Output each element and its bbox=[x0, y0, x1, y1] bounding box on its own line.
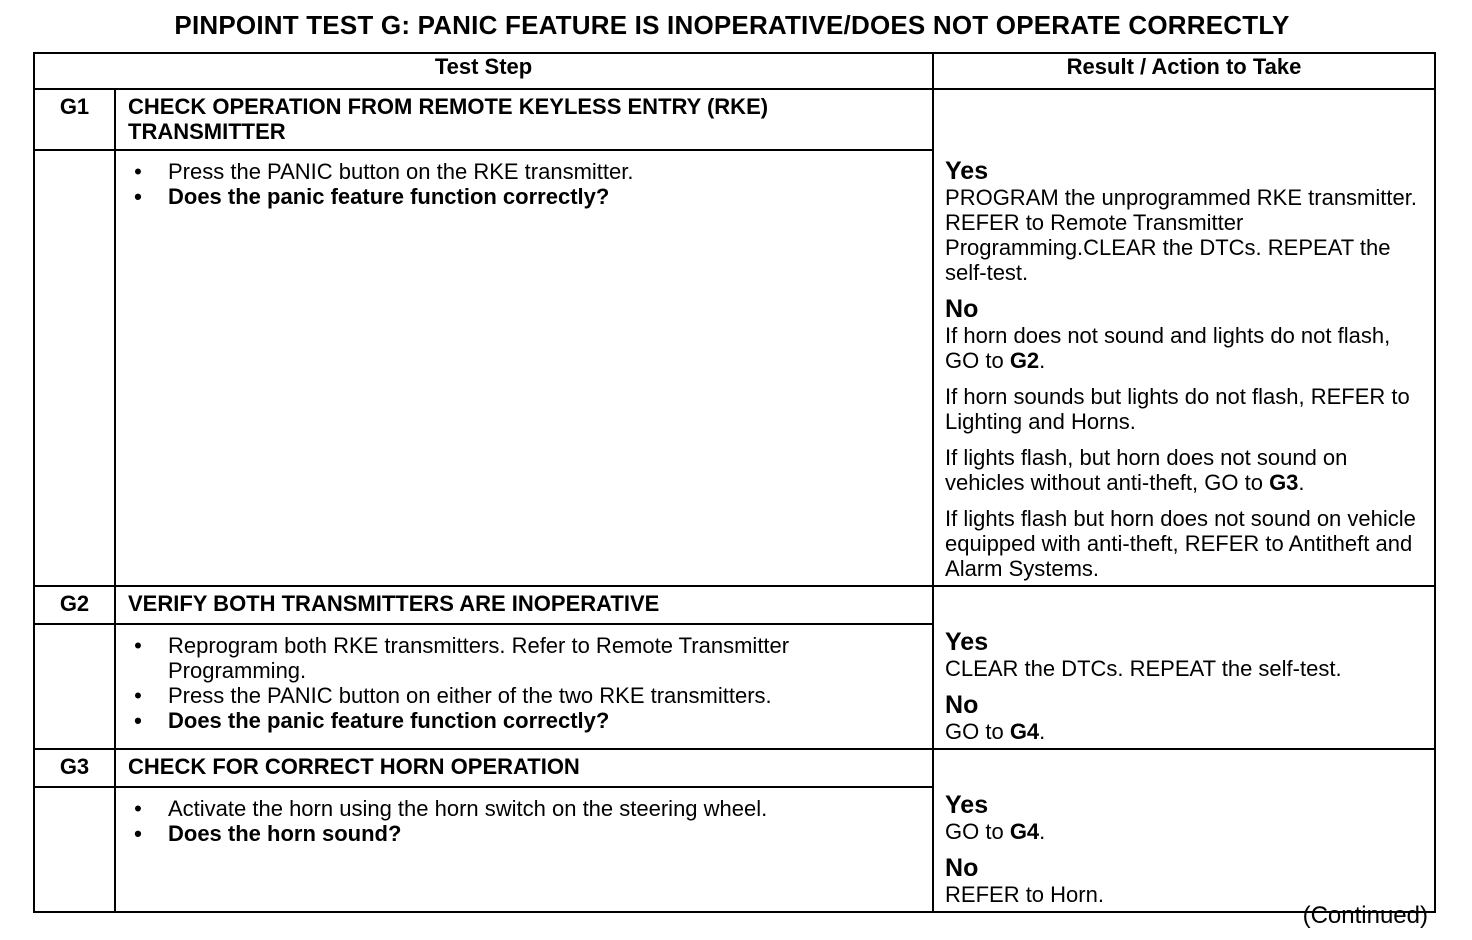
yes-label: Yes bbox=[945, 628, 989, 656]
yes-action-g2: CLEAR the DTCs. REPEAT the self-test. bbox=[945, 656, 1342, 681]
step-g3-actions bbox=[115, 787, 933, 912]
list-item: • Press the PANIC button on the RKE transmitter. bbox=[134, 158, 634, 184]
yes-label: Yes bbox=[945, 157, 989, 185]
list-item: • Does the horn sound? bbox=[134, 820, 402, 846]
yes-action-g1: PROGRAM the unprogrammed RKE transmitter. REFER to Remote Transmitter Programming.CLEAR the DTCs. REPEAT the self-test. bbox=[945, 185, 1417, 285]
header-test-step: Test Step bbox=[34, 53, 933, 89]
list-item: • Reprogram both RKE transmitters. Refer to Remote Transmitter Programming. bbox=[134, 632, 790, 683]
list-item: • Does the panic feature function correctly? bbox=[134, 707, 610, 733]
no-label: No bbox=[945, 854, 979, 882]
step-g3-title-row bbox=[34, 749, 1435, 787]
no-label: No bbox=[945, 295, 979, 323]
no-action-g3: REFER to Horn. bbox=[945, 882, 1104, 907]
page-title: PINPOINT TEST G: PANIC FEATURE IS INOPERATIVE/DOES NOT OPERATE CORRECTLY bbox=[174, 10, 1290, 40]
list-item: • Does the panic feature function correctly? bbox=[134, 183, 610, 209]
step-g1-blank-cell bbox=[34, 150, 115, 586]
step-g2-title-row bbox=[34, 586, 1435, 624]
no-action-g2: GO to G4. bbox=[945, 719, 1046, 744]
no-action-g1-4: If lights flash but horn does not sound on vehicle equipped with anti-theft, REFER to Antitheft and Alarm Systems. bbox=[945, 506, 1416, 581]
result-g2 bbox=[933, 586, 1435, 749]
step-g2-actions bbox=[115, 624, 933, 749]
no-action-g1-1: If horn does not sound and lights do not flash, GO to G2. bbox=[945, 323, 1391, 373]
header-result-action: Result / Action to Take bbox=[933, 53, 1435, 89]
table-header-row bbox=[34, 53, 1435, 89]
no-action-g1-3: If lights flash, but horn does not sound on vehicles without anti-theft, GO to G3. bbox=[945, 445, 1348, 495]
no-label: No bbox=[945, 691, 979, 719]
step-g1-actions bbox=[115, 150, 933, 586]
step-title-g2: VERIFY BOTH TRANSMITTERS ARE INOPERATIVE bbox=[115, 586, 933, 624]
step-g2-blank-cell bbox=[34, 624, 115, 749]
step-id-g2: G2 bbox=[34, 586, 115, 624]
step-id-g3: G3 bbox=[34, 749, 115, 787]
list-item: • Press the PANIC button on either of the two RKE transmitters. bbox=[134, 682, 772, 708]
step-title-g3: CHECK FOR CORRECT HORN OPERATION bbox=[115, 749, 933, 787]
step-g3-blank-cell bbox=[34, 787, 115, 912]
step-id-g1: G1 bbox=[34, 89, 115, 150]
result-g3 bbox=[933, 749, 1435, 912]
step-title-g1: CHECK OPERATION FROM REMOTE KEYLESS ENTRY (RKE) TRANSMITTER bbox=[115, 89, 933, 150]
yes-action-g3: GO to G4. bbox=[945, 819, 1046, 844]
yes-label: Yes bbox=[945, 791, 989, 819]
list-item: • Activate the horn using the horn switch on the steering wheel. bbox=[134, 795, 768, 821]
continued-label: (Continued) bbox=[1302, 902, 1428, 929]
pinpoint-test-table bbox=[33, 52, 1436, 913]
result-g1 bbox=[933, 89, 1435, 586]
step-g1-title-row bbox=[34, 89, 1435, 150]
no-action-g1-2: If horn sounds but lights do not flash, REFER to Lighting and Horns. bbox=[945, 384, 1410, 434]
